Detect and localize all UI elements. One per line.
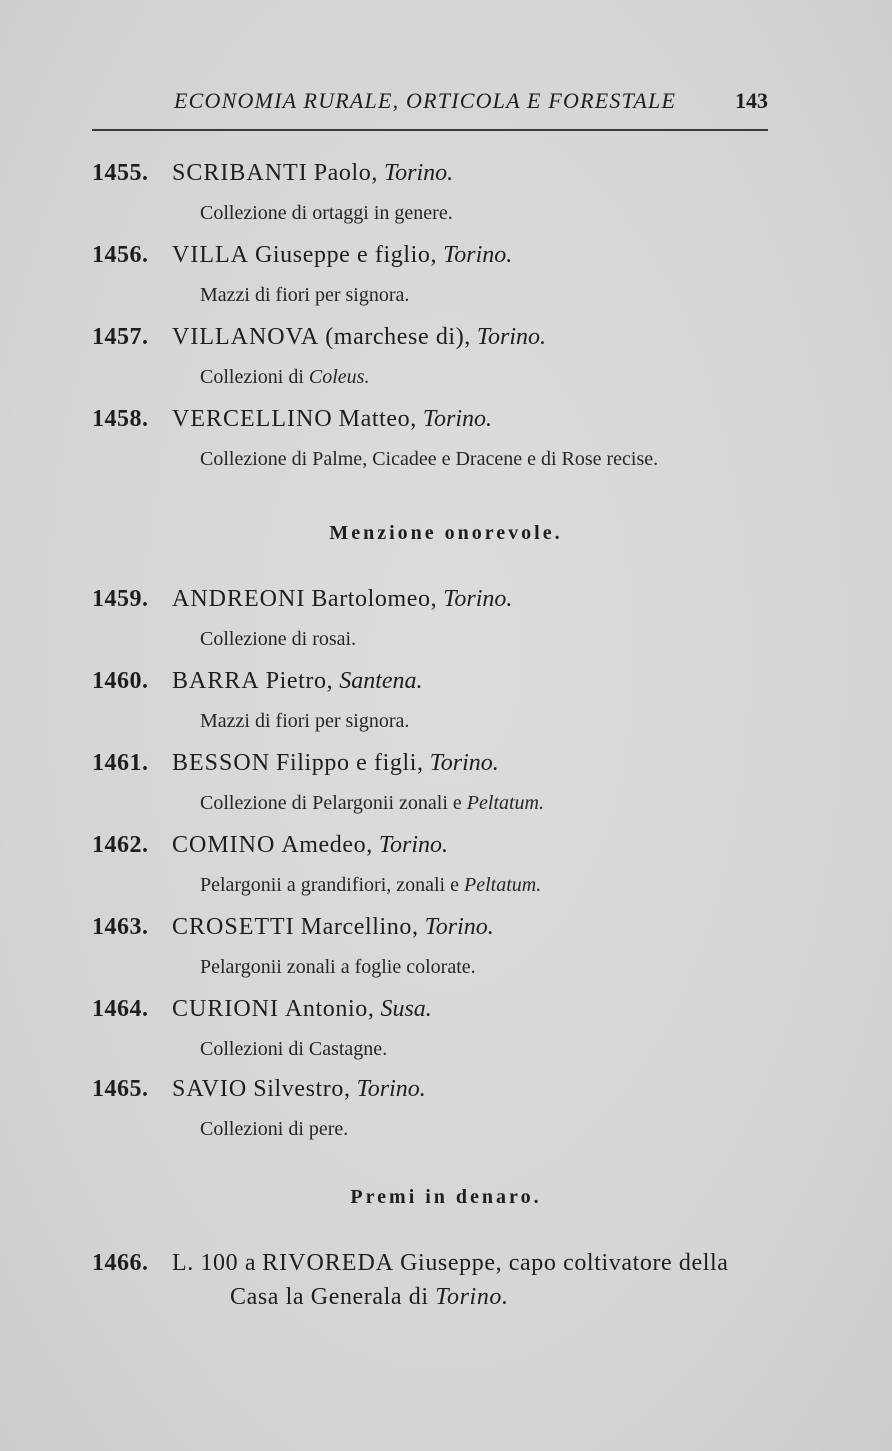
entry-name (172, 832, 448, 859)
entry-place: Torino. (378, 832, 449, 858)
entry-place: Torino. (429, 750, 499, 776)
running-header (92, 88, 768, 122)
entry-name (172, 242, 512, 269)
entry-surname: COMINO (172, 832, 276, 858)
entry-description: Pelargonii zonali a foglie colorate. (200, 956, 476, 978)
entry-given-name: Amedeo, (281, 832, 373, 858)
entry-place: Torino. (422, 406, 492, 432)
entry-given-name: (marchese di), (325, 324, 471, 350)
entry-place: Torino. (435, 1284, 509, 1310)
entry-description: Collezioni di Castagne. (200, 1038, 388, 1060)
entry-name (172, 914, 494, 941)
entry-surname: VILLANOVA (172, 324, 320, 350)
entry-surname: ANDREONI (172, 586, 306, 612)
entry-place: Torino. (383, 160, 454, 186)
entry-description-text: Pelargonii a grandifiori, zonali e (200, 874, 459, 896)
entry-number: 1458. (92, 406, 149, 432)
entry-surname: VILLA (172, 242, 249, 268)
entry-number: 1462. (92, 832, 149, 858)
entry-number: 1466. (92, 1250, 149, 1276)
page-number: 143 (735, 88, 768, 113)
entry-name (172, 1250, 729, 1277)
entry-given-name: Marcellino, (300, 914, 419, 940)
entry-number: 1460. (92, 668, 149, 694)
entry-description (200, 792, 544, 815)
entry-given-name: Silvestro, (253, 1076, 351, 1102)
entry-description (200, 366, 369, 389)
header-title: ECONOMIA RURALE, ORTICOLA E FORESTALE (174, 88, 677, 113)
entry-name (172, 586, 512, 613)
entry-continuation-text: Casa la Generala di (230, 1284, 429, 1310)
entry-description: Collezione di rosai. (200, 628, 357, 650)
entry-surname: SAVIO (172, 1076, 248, 1102)
entry-surname: SCRIBANTI (172, 160, 308, 186)
header-rule (92, 129, 768, 131)
entry-number: 1461. (92, 750, 149, 776)
entry-place: Torino. (356, 1076, 426, 1102)
entry-prize: L. 100 a (172, 1250, 257, 1276)
entry-given-name: Giuseppe, capo coltivatore della (400, 1250, 729, 1276)
entry-number: 1456. (92, 242, 149, 268)
entry-name (172, 406, 492, 433)
entry-given-name: Pietro, (265, 668, 334, 694)
entry-surname: BESSON (172, 750, 271, 776)
entry-name (172, 324, 546, 351)
entry-number: 1455. (92, 160, 149, 186)
entry-surname: BARRA (172, 668, 260, 694)
entry-description-text: Collezione di Pelargonii zonali e (200, 792, 462, 814)
entry-name (172, 668, 423, 695)
entry-place: Santena. (339, 668, 423, 694)
entry-description: Collezioni di pere. (200, 1118, 349, 1140)
entry-continuation (230, 1284, 509, 1311)
entry-place: Torino. (443, 586, 513, 612)
entry-description-italic: Peltatum. (466, 792, 545, 814)
entry-place: Torino. (443, 242, 513, 268)
entry-surname: CURIONI (172, 996, 279, 1022)
entry-given-name: Paolo, (313, 160, 378, 186)
entry-description: Mazzi di fiori per signora. (200, 710, 410, 732)
entry-given-name: Bartolomeo, (311, 586, 438, 612)
entry-description-italic: Peltatum. (464, 874, 542, 896)
entry-given-name: Filippo e figli, (276, 750, 424, 776)
section-heading-premi: Premi in denaro. (350, 1186, 542, 1208)
entry-given-name: Giuseppe e figlio, (254, 242, 438, 268)
entry-description: Collezione di ortaggi in genere. (200, 202, 453, 224)
entry-surname: CROSETTI (172, 914, 295, 940)
entry-description: Collezione di Palme, Cicadee e Dracene e di Rose recise. (200, 448, 659, 470)
entry-name (172, 1076, 426, 1103)
entry-description-text: Collezioni di (200, 366, 304, 388)
entry-name (172, 160, 453, 187)
entry-number: 1465. (92, 1076, 149, 1102)
entry-number: 1464. (92, 996, 149, 1022)
entry-place: Susa. (380, 996, 432, 1022)
entry-given-name: Antonio, (285, 996, 375, 1022)
entry-place: Torino. (476, 324, 547, 350)
entry-description (200, 874, 541, 897)
entry-description: Mazzi di fiori per signora. (200, 284, 410, 306)
entry-place: Torino. (424, 914, 494, 940)
entry-name (172, 750, 499, 777)
entry-surname: VERCELLINO (172, 406, 333, 432)
entry-number: 1459. (92, 586, 149, 612)
entry-given-name: Matteo, (338, 406, 417, 432)
entry-surname: RIVOREDA (262, 1250, 395, 1276)
entry-description-italic: Coleus. (308, 366, 370, 388)
entry-number: 1463. (92, 914, 149, 940)
section-heading-menzione: Menzione onorevole. (329, 522, 563, 544)
entry-number: 1457. (92, 324, 149, 350)
entry-name (172, 996, 432, 1023)
